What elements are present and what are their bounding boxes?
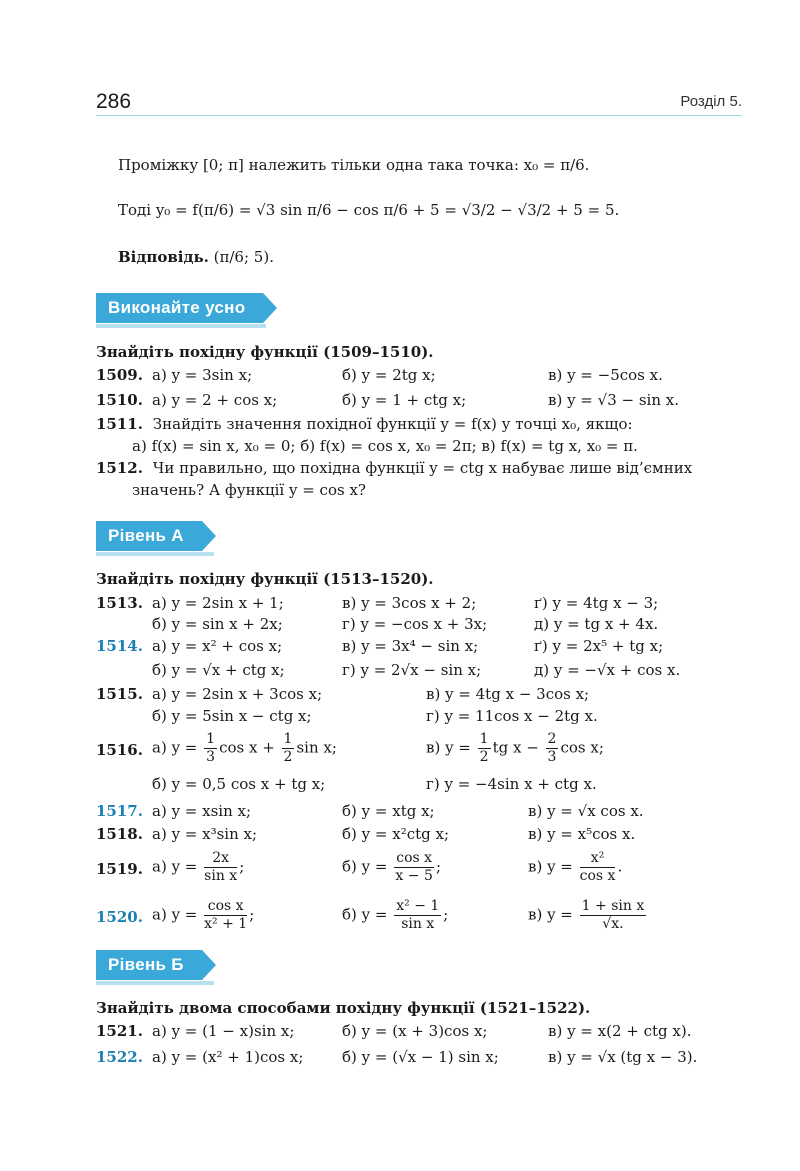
option-v: в) y = x⁵cos x. bbox=[528, 825, 636, 843]
banner-arrow-icon bbox=[263, 293, 277, 323]
option-g: г) y = −4sin x + ctg x. bbox=[426, 775, 597, 793]
option-v: в) y = √3 − sin x. bbox=[548, 391, 680, 409]
formula-prefix: б) y = bbox=[342, 905, 393, 924]
section-banner-level-b bbox=[96, 950, 216, 980]
problem-1512 bbox=[96, 459, 692, 477]
option-d: д) y = −√x + cos x. bbox=[534, 661, 681, 679]
fraction bbox=[394, 898, 441, 933]
formula-middle: cos x + bbox=[219, 738, 280, 757]
option-a: а) y = x³sin x; bbox=[152, 825, 258, 843]
formula-prefix: б) y = bbox=[342, 857, 393, 876]
denominator: x − 5 bbox=[395, 868, 433, 884]
problem-1517 bbox=[96, 802, 644, 820]
banner-level-a-underline bbox=[96, 552, 214, 556]
formula-suffix: ; bbox=[443, 905, 449, 924]
header-divider bbox=[96, 115, 742, 116]
banner-level-b-underline bbox=[96, 981, 214, 985]
problem-number: 1511. bbox=[96, 415, 143, 433]
chapter-title: Розділ 5. bbox=[680, 93, 742, 110]
denominator: 3 bbox=[206, 749, 216, 765]
level-a-heading: Знайдіть похідну функції (1513–1520). bbox=[96, 570, 434, 588]
fraction bbox=[394, 850, 434, 885]
problem-1511 bbox=[96, 415, 633, 433]
formula-prefix: а) y = bbox=[152, 738, 203, 757]
section-banner-level-a bbox=[96, 521, 216, 551]
fraction bbox=[580, 850, 616, 885]
problem-text: Чи правильно, що похідна функції y = ctg x набуває лише від’ємних bbox=[152, 459, 693, 477]
option-a: а) y = 2 + cos x; bbox=[152, 391, 278, 409]
numerator: x² − 1 bbox=[396, 898, 440, 914]
level-b-heading: Знайдіть двома способами похідну функції (1521–1522). bbox=[96, 999, 591, 1017]
denominator: √x. bbox=[602, 916, 624, 932]
option-g2: ґ) y = 2x⁵ + tg x; bbox=[534, 637, 664, 655]
option-v: в) y = 3x⁴ − sin x; bbox=[342, 637, 479, 655]
option-g2: ґ) y = 4tg x − 3; bbox=[534, 594, 659, 612]
problem-number: 1513. bbox=[96, 594, 143, 612]
numerator: 2x bbox=[204, 850, 237, 868]
problem-number: 1510. bbox=[96, 391, 143, 409]
numerator: 1 bbox=[479, 731, 489, 747]
page-number: 286 bbox=[96, 90, 132, 113]
option-v: в) y = 3cos x + 2; bbox=[342, 594, 477, 612]
answer-value: (π/6; 5). bbox=[213, 248, 274, 266]
option-b: б) y = sin x + 2x; bbox=[152, 615, 283, 633]
option-b: б) y = 1 + ctg x; bbox=[342, 391, 467, 409]
problem-1518 bbox=[96, 825, 636, 843]
formula-suffix: sin x; bbox=[296, 738, 337, 757]
oral-heading: Знайдіть похідну функції (1509–1510). bbox=[96, 343, 434, 361]
section-banner-oral bbox=[96, 293, 277, 323]
formula-suffix: ; bbox=[249, 905, 255, 924]
option-a: а) y = 2sin x + 1; bbox=[152, 594, 284, 612]
banner-level-a-label: Рівень А bbox=[96, 521, 202, 551]
option-v: в) y = √x (tg x − 3). bbox=[548, 1048, 698, 1066]
problem-number: 1521. bbox=[96, 1022, 143, 1040]
option-v: в) y = √x cos x. bbox=[528, 802, 644, 820]
option-a: а) y = 2sin x + 3cos x; bbox=[152, 685, 323, 703]
numerator: cos x bbox=[204, 898, 247, 916]
problem-1521 bbox=[96, 1022, 692, 1040]
problem-1515 bbox=[96, 685, 590, 703]
formula-suffix: cos x; bbox=[560, 738, 604, 757]
option-v: в) y = −5cos x. bbox=[548, 366, 663, 384]
answer-label: Відповідь. bbox=[118, 248, 209, 266]
problem-number: 1519. bbox=[96, 860, 143, 878]
option-v: в) y = x(2 + ctg x). bbox=[548, 1022, 692, 1040]
numerator: 1 + sin x bbox=[581, 898, 645, 914]
option-g: г) y = 11cos x − 2tg x. bbox=[426, 707, 598, 725]
formula-middle: tg x − bbox=[492, 738, 544, 757]
denominator: 2 bbox=[283, 749, 293, 765]
problem-1509 bbox=[96, 366, 663, 384]
problem-number: 1515. bbox=[96, 685, 143, 703]
problem-number: 1517. bbox=[96, 802, 143, 820]
problem-1512-continuation: значень? А функції y = cos x? bbox=[132, 481, 366, 499]
option-b: б) y = √x + ctg x; bbox=[152, 661, 285, 679]
problem-number: 1509. bbox=[96, 366, 143, 384]
banner-oral-underline bbox=[96, 324, 266, 328]
denominator: sin x bbox=[204, 868, 238, 884]
option-b: б) y = 0,5 cos x + tg x; bbox=[152, 775, 326, 793]
banner-level-b-label: Рівень Б bbox=[96, 950, 202, 980]
problem-1522 bbox=[96, 1048, 698, 1066]
denominator: x² + 1 bbox=[204, 916, 248, 932]
option-b: б) y = xtg x; bbox=[342, 802, 435, 820]
fraction bbox=[282, 731, 295, 766]
numerator: 2 bbox=[547, 731, 557, 747]
option-v bbox=[426, 731, 604, 766]
fraction bbox=[546, 731, 559, 766]
problem-1513 bbox=[96, 594, 659, 612]
option-a: а) y = (x² + 1)cos x; bbox=[152, 1048, 304, 1066]
solution-line-2: Тоді y₀ = f(π/6) = √3 sin π/6 − cos π/6 + 5 = √3/2 − √3/2 + 5 = 5. bbox=[118, 201, 620, 219]
option-a: а) y = (1 − x)sin x; bbox=[152, 1022, 295, 1040]
option-g: г) y = 2√x − sin x; bbox=[342, 661, 482, 679]
problem-number: 1514. bbox=[96, 637, 143, 655]
problem-number: 1512. bbox=[96, 459, 143, 477]
formula-suffix: ; bbox=[436, 857, 442, 876]
problem-1511-options: а) f(x) = sin x, x₀ = 0; б) f(x) = cos x, x₀ = 2π; в) f(x) = tg x, x₀ = π. bbox=[132, 437, 638, 455]
option-b: б) y = (x + 3)cos x; bbox=[342, 1022, 488, 1040]
problem-text: Знайдіть значення похідної функції y = f(x) у точці x₀, якщо: bbox=[152, 415, 633, 433]
problem-number: 1522. bbox=[96, 1048, 143, 1066]
option-b bbox=[342, 898, 448, 933]
numerator: x² bbox=[580, 850, 616, 868]
option-v: в) y = 4tg x − 3cos x; bbox=[426, 685, 590, 703]
numerator: 1 bbox=[206, 731, 216, 747]
problem-1514 bbox=[96, 637, 664, 655]
formula-prefix: в) y = bbox=[528, 905, 578, 924]
problem-number: 1516. bbox=[96, 741, 143, 759]
problem-1510 bbox=[96, 391, 680, 409]
option-a: а) y = 3sin x; bbox=[152, 366, 253, 384]
option-b: б) y = 2tg x; bbox=[342, 366, 436, 384]
formula-suffix: ; bbox=[239, 857, 245, 876]
option-v bbox=[528, 898, 648, 933]
banner-arrow-icon bbox=[202, 950, 216, 980]
option-a: а) y = x² + cos x; bbox=[152, 637, 283, 655]
denominator: 3 bbox=[547, 749, 557, 765]
option-g: г) y = −cos x + 3x; bbox=[342, 615, 488, 633]
banner-arrow-icon bbox=[202, 521, 216, 551]
fraction bbox=[580, 898, 647, 933]
option-a: а) y = xsin x; bbox=[152, 802, 252, 820]
numerator: cos x bbox=[396, 850, 433, 866]
option-a bbox=[152, 850, 244, 885]
formula-prefix: в) y = bbox=[528, 857, 578, 876]
problem-number: 1520. bbox=[96, 908, 143, 926]
fraction bbox=[204, 850, 237, 885]
option-b bbox=[342, 850, 441, 885]
denominator: 2 bbox=[479, 749, 489, 765]
denominator: sin x bbox=[401, 916, 435, 932]
fraction bbox=[478, 731, 491, 766]
option-b: б) y = x²ctg x; bbox=[342, 825, 450, 843]
formula-prefix: в) y = bbox=[426, 738, 476, 757]
answer-line bbox=[118, 248, 274, 266]
option-v bbox=[528, 850, 622, 885]
option-b: б) y = 5sin x − ctg x; bbox=[152, 707, 312, 725]
fraction bbox=[204, 731, 217, 766]
option-b: б) y = (√x − 1) sin x; bbox=[342, 1048, 499, 1066]
fraction bbox=[204, 898, 247, 933]
formula-prefix: а) y = bbox=[152, 857, 203, 876]
denominator: cos x bbox=[579, 868, 616, 884]
formula-prefix: а) y = bbox=[152, 905, 203, 924]
solution-line-1: Проміжку [0; π] належить тільки одна така точка: x₀ = π/6. bbox=[118, 156, 590, 174]
problem-number: 1518. bbox=[96, 825, 143, 843]
option-a bbox=[152, 898, 254, 933]
option-a bbox=[152, 731, 337, 766]
banner-oral-label: Виконайте усно bbox=[96, 293, 263, 323]
option-d: д) y = tg x + 4x. bbox=[534, 615, 659, 633]
formula-suffix: . bbox=[617, 857, 623, 876]
numerator: 1 bbox=[283, 731, 293, 747]
